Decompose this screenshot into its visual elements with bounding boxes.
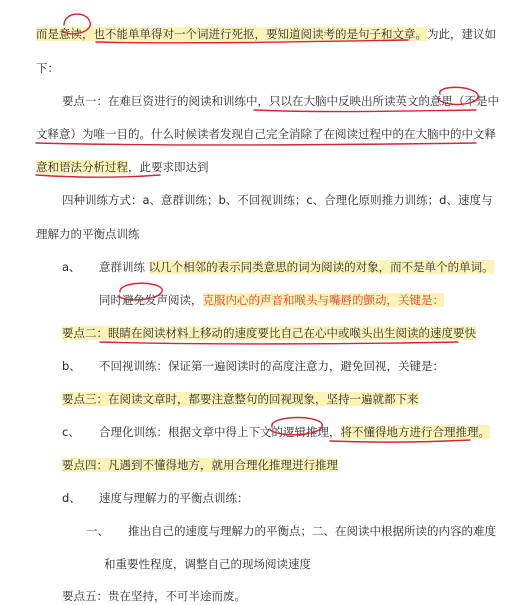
sub-one-line [86,523,109,539]
point-four-text: 要点四：凡遇到不懂得地方，就用合理化推理进行推理 [62,458,338,472]
item-d-text: 速度与理解力的平衡点训练： [99,491,249,505]
line-4-a: 文释意）为唯一目的。 [36,127,151,141]
line-5 [36,159,209,175]
ink-underline-line10 [100,342,458,344]
item-b-text: 不回视训练：保证第一遍阅读时的高度注意力，避免回视，关键是： [99,359,444,373]
item-b-content [99,358,444,374]
item-b-marker: b、 [62,359,81,373]
sub-one-content [128,523,496,539]
item-d-content [99,490,249,506]
point-three-line [62,391,419,407]
line-9-a: 同时避免发声阅读， [99,293,203,307]
point-five-text: 要点五：贵在坚持，不可半途而废。 [62,589,246,603]
line-5-b: ，此要求即达到 [128,160,209,174]
point-one-text: 在难巨资进行的阅读和训练中，只以在大脑中反映出所读英文的意思（不是中 [108,94,499,108]
point-one-line [62,93,499,109]
line-9 [99,292,444,308]
item-a-text: 以几个相邻的表示同类意思的词为阅读的对象，而不是单个的单词。 [148,260,494,274]
line-2-text: 下： [36,61,59,75]
line-1-b: 也不能单单得对一个词进行死抠，要知道阅读考的是句子和文章。 [93,27,427,41]
item-b-line [62,358,81,374]
line-17-text: 和重要性程度，调整自己的现场阅读速度 [104,557,311,571]
ink-underline-line5 [36,175,160,177]
line-4-b: 什么时候读者发现自己完全消除了在阅读过程中的在大脑中的中文释 [151,127,496,141]
item-c-content [99,424,490,440]
line-7 [36,226,140,242]
sub-one-marker: 一、 [86,524,109,538]
point-four-line [62,457,338,473]
sub-one-text: 推出自己的速度与理解力的平衡点；二、在阅读中根据所读的内容的难度 [128,524,496,538]
point-three-text: 要点三：在阅读文章时，都要注意整句的回视现象，坚持一遍就都下来 [62,392,419,406]
line-5-a: 意和语法分析过程 [36,160,128,174]
line-1-a: 而是意读， [36,27,94,41]
line-1 [36,26,496,42]
point-two-text: 要点二：眼睛在阅读材料上移动的速度要比自己在心中或喉头出生阅读的速度要快 [62,326,476,340]
point-one-label: 要点一： [62,94,108,108]
line-1-c: 为此，建议如 [427,27,496,41]
ink-underline-line3 [254,110,476,112]
item-d-marker: d、 [62,491,81,505]
item-c-marker: c、 [62,425,80,439]
ink-underline-line4 [36,143,476,145]
point-five-line [62,588,246,604]
line-2 [36,60,59,76]
item-c-text-a: 合理化训练：根据文章中得上下文的逻辑推理， [99,425,341,439]
ink-underline-line13 [330,440,470,442]
line-7-text: 理解力的平衡点训练 [36,227,140,241]
item-a-content [99,259,494,275]
training-methods-text: 四种训练方式：a、意群训练；b、不回视训练；c、合理化原则推力训练；d、速度与 [62,193,493,207]
point-two-line [62,325,476,341]
item-a-line [62,259,81,275]
line-4 [36,126,496,142]
line-17 [104,556,311,572]
item-d-line [62,490,81,506]
item-c-line [62,424,80,440]
item-c-text-b: 将不懂得地方进行合理推理。 [340,425,490,439]
line-9-b: 克服内心的声音和喉头与嘴唇的颤动，关键是： [202,293,444,307]
item-a-title: 意群训练 [99,260,145,274]
item-a-marker: a、 [62,260,81,274]
training-methods-line [62,192,492,208]
